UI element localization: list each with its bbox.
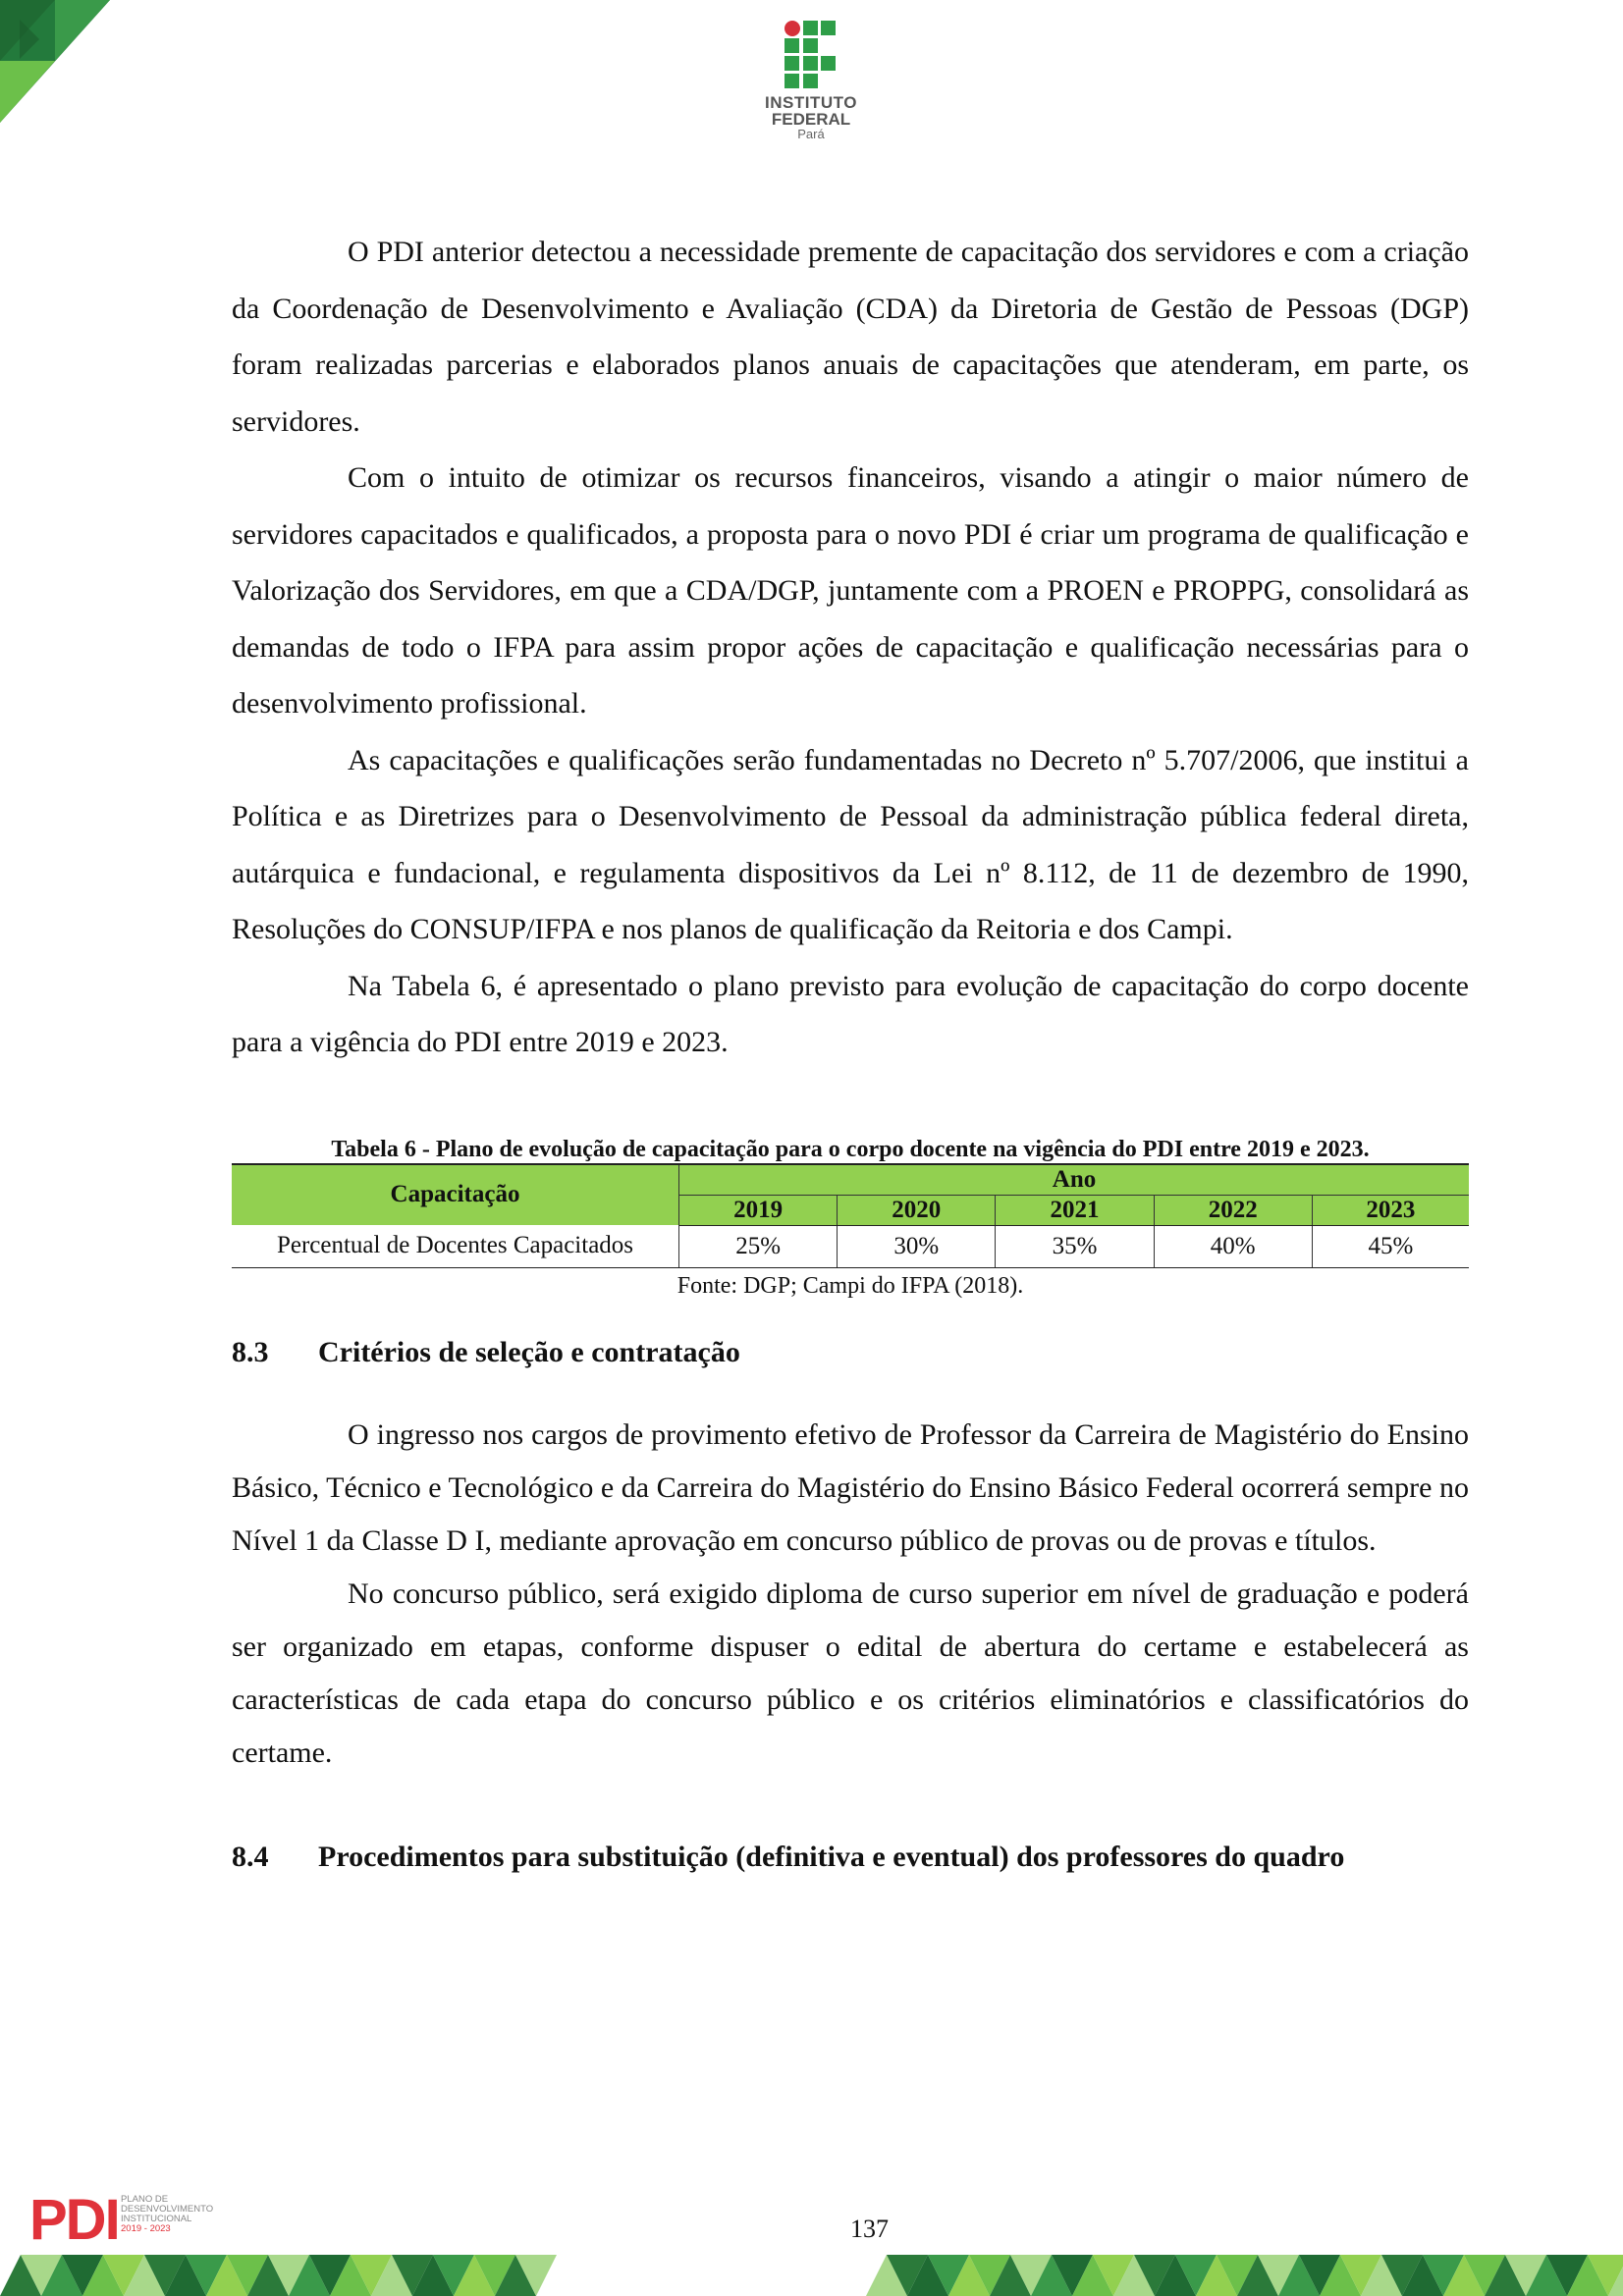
section-heading-8-4 <box>232 1839 1469 1875</box>
pdi-footer-logo: PDI <box>29 2188 119 2252</box>
bottom-decoration-band <box>0 2255 1623 2296</box>
pdi-sub-years: 2019 - 2023 <box>121 2223 171 2234</box>
pdi-sub-line: DESENVOLVIMENTO <box>121 2204 214 2215</box>
section-number: 8.4 <box>232 1840 269 1873</box>
paragraph: No concurso público, será exigido diploma de curso superior em nível de graduação e poderá ser organizado em etapas, conforme dispuser o edital de abertura do certame e estabelecerá as características de cada etapa do concurso público e os critérios eliminatórios e classificatórios do certame. <box>232 1576 1469 1769</box>
logo-text-federal: FEDERAL <box>771 110 851 129</box>
year-header: 2020 <box>838 1195 996 1225</box>
year-header: 2023 <box>1312 1195 1469 1225</box>
paragraph: As capacitações e qualificações serão fundamentadas no Decreto nº 5.707/2006, que institui a Política e as Diretrizes para o Desenvolvimento de Pessoal da administração pública federal direta, autárquica e fundacional, e regulamenta dispositivos da Lei nº 8.112, de 11 de dezembro de 1990, Resoluções do CONSUP/IFPA e nos planos de qualificação da Reitoria e dos Campi. <box>232 743 1469 945</box>
logo-text-instituto: INSTITUTO <box>765 93 857 112</box>
table-cell: 40% <box>1154 1225 1312 1267</box>
pdi-sub-line: PLANO DE <box>121 2194 169 2205</box>
section-heading-8-3 <box>232 1335 1469 1370</box>
logo-text-para: Pará <box>797 127 825 141</box>
ifpa-logo-icon <box>784 20 839 88</box>
year-header: 2021 <box>996 1195 1154 1225</box>
paragraph: Com o intuito de otimizar os recursos financeiros, visando a atingir o maior número de servidores capacitados e qualificados, a proposta para o novo PDI é criar um programa de qualificação e Valorização dos Servidores, em que a CDA/DGP, juntamente com a PROEN e PROPPG, consolidará as demandas de todo o IFPA para assim propor ações de capacitação e qualificação necessárias para o desenvolvimento profissional. <box>232 461 1469 720</box>
table-cell: 30% <box>838 1225 996 1267</box>
paragraph: O ingresso nos cargos de provimento efetivo de Professor da Carreira de Magistério do Ensino Básico, Técnico e Tecnológico e da Carreira do Magistério do Ensino Básico Federal ocorrerá sempre no Nível 1 da Classe D I, mediante aprovação em concurso público de provas ou de provas e títulos. <box>232 1417 1469 1557</box>
capacitation-table <box>232 1163 1469 1268</box>
section-title: Critérios de seleção e contratação <box>318 1335 740 1368</box>
corner-decoration <box>0 0 113 128</box>
table-cell: 35% <box>996 1225 1154 1267</box>
table-row <box>232 1225 1469 1267</box>
institution-logo <box>756 20 866 157</box>
table-caption: Tabela 6 - Plano de evolução de capacitação para o corpo docente na vigência do PDI entre 2019 e 2023. <box>331 1136 1370 1162</box>
year-header: 2019 <box>679 1195 838 1225</box>
section-title: Procedimentos para substituição (definitiva e eventual) dos professores do quadro <box>318 1840 1345 1873</box>
pdi-sub-line: INSTITUCIONAL <box>121 2214 192 2224</box>
section-number: 8.3 <box>232 1335 269 1368</box>
pdi-footer-subtitle <box>121 2195 213 2234</box>
table-cell: 25% <box>679 1225 838 1267</box>
paragraph: O PDI anterior detectou a necessidade premente de capacitação dos servidores e com a criação da Coordenação de Desenvolvimento e Avaliação (CDA) da Diretoria de Gestão de Pessoas (DGP) foram realizadas parcerias e elaborados planos anuais de capacitações que atenderam, em parte, os servidores. <box>232 236 1469 438</box>
year-header: 2022 <box>1154 1195 1312 1225</box>
column-header-ano: Ano <box>679 1164 1470 1196</box>
paragraph: Na Tabela 6, é apresentado o plano previsto para evolução de capacitação do corpo docente para a vigência do PDI entre 2019 e 2023. <box>232 969 1469 1058</box>
table-cell: 45% <box>1312 1225 1469 1267</box>
table-source: Fonte: DGP; Campi do IFPA (2018). <box>676 1272 1024 1299</box>
page-number: 137 <box>850 2215 889 2243</box>
page-content <box>232 224 1469 1875</box>
row-label: Percentual de Docentes Capacitados <box>232 1225 679 1267</box>
column-header-capacitacao: Capacitação <box>232 1164 679 1226</box>
